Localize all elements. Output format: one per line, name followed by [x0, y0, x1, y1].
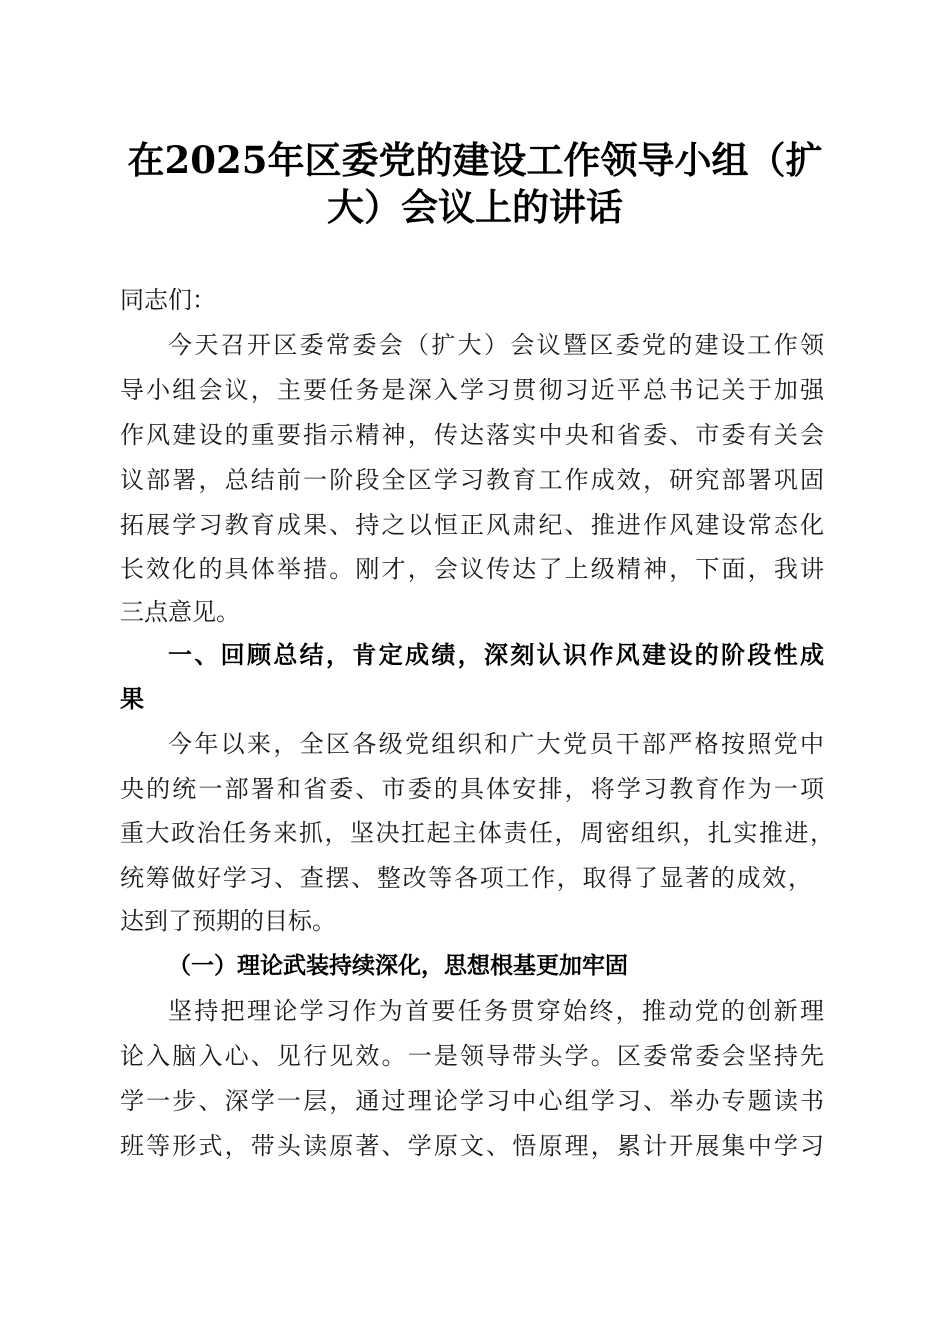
- paragraph-line: 作风建设的重要指示精神，传达落实中央和省委、市委有关会: [120, 421, 824, 449]
- paragraph-line: 三点意见。: [120, 598, 240, 626]
- document-title-line-2: 大）会议上的讲话: [327, 185, 623, 229]
- section-heading-1-cont: 果: [120, 685, 144, 713]
- paragraph-line: 统筹做好学习、查摆、整改等各项工作，取得了显著的成效，: [120, 864, 812, 892]
- paragraph-line: 学一步、深学一层，通过理论学习中心组学习、举办专题读书: [120, 1087, 824, 1115]
- paragraph-line: 导小组会议，主要任务是深入学习贯彻习近平总书记关于加强: [120, 376, 824, 404]
- section-heading-1: 一、回顾总结，肯定成绩，深刻认识作风建设的阶段性成: [168, 641, 824, 669]
- paragraph-line: 重大政治任务来抓，坚决扛起主体责任，周密组织，扎实推进，: [120, 819, 834, 847]
- salutation: 同志们：: [120, 286, 216, 314]
- document-title-line-1: 在2025年区委党的建设工作领导小组（扩: [127, 138, 823, 182]
- paragraph-line: 班等形式，带头读原著、学原文、悟原理，累计开展集中学习: [120, 1132, 824, 1160]
- paragraph-line: 今天召开区委常委会（扩大）会议暨区委党的建设工作领: [168, 331, 824, 359]
- paragraph-line: 今年以来，全区各级党组织和广大党员干部严格按照党中: [168, 730, 824, 758]
- paragraph-line: 坚持把理论学习作为首要任务贯穿始终，推动党的创新理: [168, 997, 824, 1025]
- subsection-heading-1: （一）理论武装持续深化，思想根基更加牢固: [168, 952, 628, 979]
- paragraph-line: 长效化的具体举措。刚才，会议传达了上级精神，下面，我讲: [120, 555, 824, 583]
- paragraph-line: 达到了预期的目标。: [120, 907, 336, 935]
- paragraph-line: 央的统一部署和省委、市委的具体安排，将学习教育作为一项: [120, 775, 824, 803]
- paragraph-line: 论入脑入心、见行见效。一是领导带头学。区委常委会坚持先: [120, 1042, 824, 1070]
- paragraph-line: 拓展学习教育成果、持之以恒正风肃纪、推进作风建设常态化: [120, 511, 824, 539]
- paragraph-line: 议部署，总结前一阶段全区学习教育工作成效，研究部署巩固: [120, 466, 824, 494]
